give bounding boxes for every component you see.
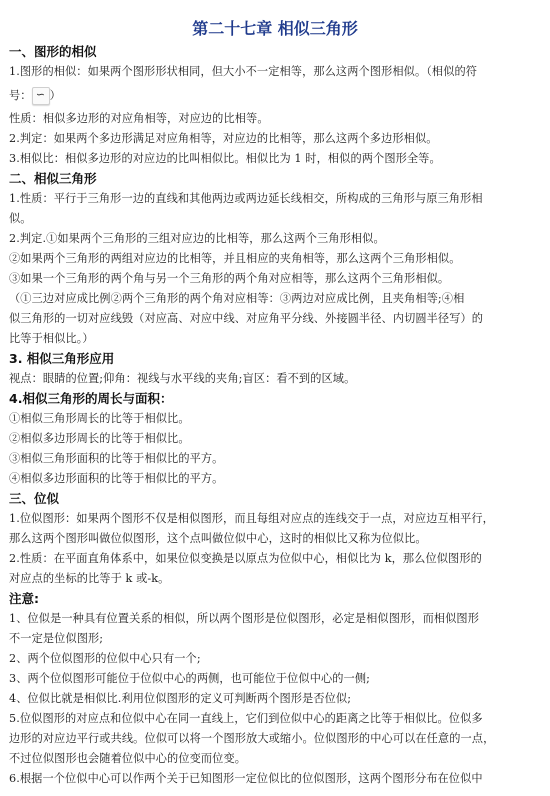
paragraph: 2.判定：如果两个多边形满足对应角相等，对应边的比相等，那么这两个多边形相似。 xyxy=(9,132,438,145)
paragraph: 4、位似比就是相似比.利用位似图形的定义可判断两个图形是否位似; xyxy=(9,692,352,705)
paragraph: 1.图形的相似：如果两个图形形状相同，但大小不一定相等，那么这两个图形相似。（相似的符 xyxy=(9,65,478,78)
paragraph: 2.性质：在平面直角体系中，如果位似变换是以原点为位似中心，相似比为 k，那么位似图形的 xyxy=(9,552,482,565)
paragraph: 比等于相似比。） xyxy=(9,332,94,345)
paragraph: 6.根据一个位似中心可以作两个关于已知图形一定位似比的位似图形，这两个图形分布在位似中 xyxy=(9,772,483,785)
paragraph: 视点：眼睛的位置;仰角：视线与水平线的夹角;盲区：看不到的区域。 xyxy=(9,372,356,385)
notes-heading: 注意: xyxy=(9,591,39,606)
similar-symbol-icon: ∽ xyxy=(32,87,50,105)
text-span: 号： xyxy=(9,89,32,102)
section-heading-homothety: 三、位似 xyxy=(9,491,60,506)
paragraph: 3.相似比：相似多边形的对应边的比叫相似比。相似比为 1 时，相似的两个图形全等。 xyxy=(9,152,441,165)
list-item: ③相似三角形面积的比等于相似比的平方。 xyxy=(9,452,224,465)
paragraph: 2.判定.①如果两个三角形的三组对应边的比相等，那么这两个三角形相似。 xyxy=(9,232,385,245)
paragraph: 5.位似图形的对应点和位似中心在同一直线上，它们到位似中心的距离之比等于相似比。位似多 xyxy=(9,712,483,725)
paragraph: 性质：相似多边形的对应角相等，对应边的比相等。 xyxy=(9,112,269,125)
paragraph: 1.性质：平行于三角形一边的直线和其他两边或两边延长线相交，所构成的三角形与原三角形相 xyxy=(9,192,483,205)
text-span: ） xyxy=(49,89,61,102)
paragraph: 不过位似图形也会随着位似中心的位变而位变。 xyxy=(9,752,247,765)
chapter-title: 第二十七章 相似三角形 xyxy=(192,19,358,38)
section-heading-applications: 3. 相似三角形应用 xyxy=(9,351,115,366)
paragraph: ③如果一个三角形的两个角与另一个三角形的两个角对应相等，那么这两个三角形相似。 xyxy=(9,272,450,285)
list-item: ②相似多边形周长的比等于相似比。 xyxy=(9,432,190,445)
paragraph: 1、位似是一种具有位置关系的相似，所以两个图形是位似图形，必定是相似图形，而相似图形 xyxy=(9,612,480,625)
section-heading-similar-triangles: 二、相似三角形 xyxy=(9,171,97,186)
section-heading-similar-figures: 一、图形的相似 xyxy=(9,44,97,59)
paragraph: 边形的对应边平行或共线。位似可以将一个图形放大或缩小。位似图形的中心可以在任意的一点， xyxy=(9,732,495,745)
paragraph: 2、两个位似图形的位似中心只有一个; xyxy=(9,652,201,665)
paragraph: 似三角形的一切对应线毁（对应高、对应中线、对应角平分线、外接圆半径、内切圆半径写）的 xyxy=(9,312,484,325)
paragraph: ②如果两个三角形的两组对应边的比相等，并且相应的夹角相等，那么这两个三角形相似。 xyxy=(9,252,461,265)
paragraph: 不一定是位似图形; xyxy=(9,632,104,645)
list-item: ①相似三角形周长的比等于相似比。 xyxy=(9,412,190,425)
section-heading-perimeter-area: 4.相似三角形的周长与面积： xyxy=(9,391,173,406)
paragraph: 对应点的坐标的比等于 k 或-k。 xyxy=(9,572,170,585)
paragraph: 那么这两个图形叫做位似图形，这个点叫做位似中心，这时的相似比又称为位似比。 xyxy=(9,532,427,545)
list-item: ④相似多边形面积的比等于相似比的平方。 xyxy=(9,472,224,485)
paragraph-symbol-line xyxy=(9,82,541,109)
paragraph: 似。 xyxy=(9,212,32,225)
paragraph: （①三边对应成比例②两个三角形的两个角对应相等：③两边对应成比例，且夹角相等;④相 xyxy=(9,292,465,305)
paragraph: 1.位似图形：如果两个图形不仅是相似图形，而且每组对应点的连线交于一点，对应边互相平行， xyxy=(9,512,494,525)
paragraph: 3、两个位似图形可能位于位似中心的两侧，也可能位于位似中心的一侧; xyxy=(9,672,371,685)
